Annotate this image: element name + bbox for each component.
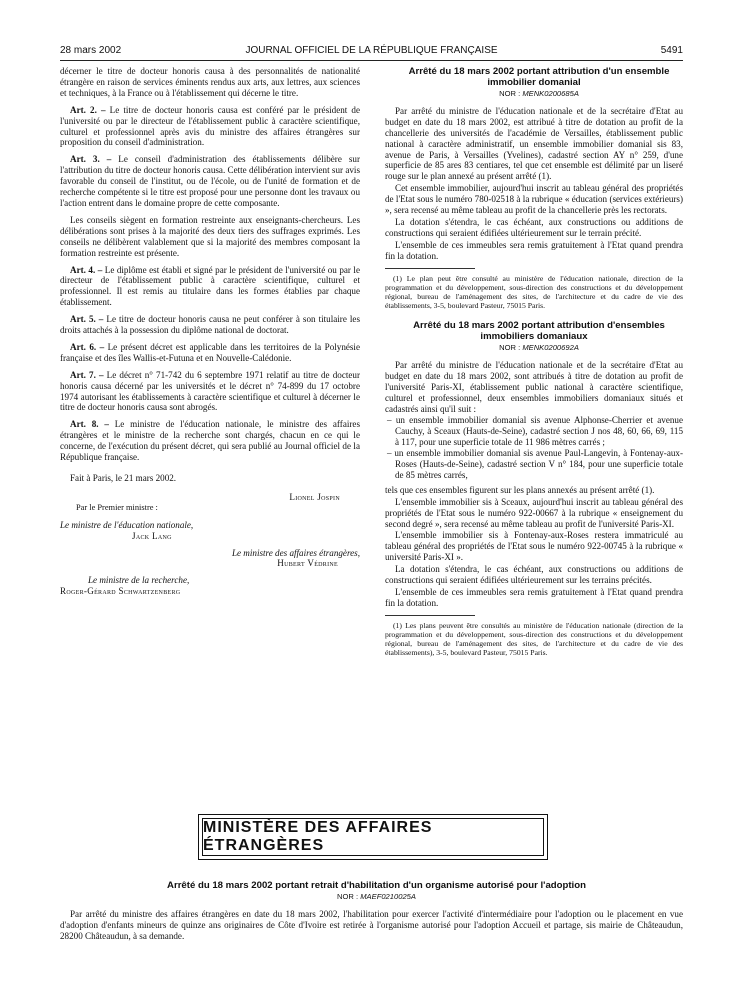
footnote-2: (1) Les plans peuvent être consultés au ministère de l'éducation nationale (direction de la programmation et du développement, sous-direction des constructions et du développement régional, bureau de l'aménagement des sites, de l'architecture et du cadre de vie des établissements), 3-5, boulevard Pasteur, 75015 Paris. [385,620,683,658]
arrete-2-list [385,415,683,480]
footnote-rule-1 [385,268,475,269]
list-item: – un ensemble immobilier domanial sis avenue Paul-Langevin, à Fontenay-aux-Roses (Hauts-de-Seine), cadastré section V n° 184, pour une superficie totale de 85 mètres carrés, [387,448,683,480]
article-3-paragraph-2: Les conseils siègent en formation restreinte aux enseignants-chercheurs. Les délibérations sont prises à la majorité des deux tiers des suffrages exprimés. Les conseils ne délibèrent valablement que si la majorité des membres composant la formation restreinte est présente. [60,214,360,258]
article-4: Art. 4. – Le diplôme est établi et signé par le président de l'université ou par le directeur de l'établissement public à caractère scientifique, culturel et professionnel. Il est remis au titulaire dans les formes établies par chaque établissement. [60,264,360,308]
footnote-rule-2 [385,615,475,616]
ministry-banner [202,818,544,856]
signature-research-name: Roger-Gérard Schwartzenberg [60,586,181,597]
left-column [60,66,360,597]
signature-research-title: Le ministre de la recherche, [88,575,190,586]
signature-foreign-affairs-title: Le ministre des affaires étrangères, [231,547,360,558]
article-5: Art. 5. – Le titre de docteur honoris causa ne peut conférer à son titulaire les droits attachés à la possession du diplôme national de doctorat. [60,314,360,336]
arrete-1-paragraph-3: La dotation s'étendra, le cas échéant, aux constructions ou additions de constructions qui seraient édifiées ultérieurement sur le terrain précité. [385,216,683,238]
page-header [60,45,683,59]
arrete-2-paragraph-1: Par arrêté du ministre de l'éducation nationale et de la secrétaire d'Etat au budget en date du 18 mars 2002, sont attribués à titre de dotation au profit de l'université Paris-XI, établissement public national à caractère scientifique, culturel et professionnel, deux ensembles immobiliers domaniaux situés et cadastrés ainsi qu'il suit : [385,359,683,414]
ministry-title: MINISTÈRE DES AFFAIRES ÉTRANGÈRES [203,819,433,854]
arrete-2-paragraph-4: L'ensemble immobilier sis à Fontenay-aux-Roses restera immatriculé au tableau général des propriétés de l'Etat sous le numéro 922-00745 à la rubrique « université Paris-XI ». [385,530,683,563]
arrete-1-paragraph-2: Cet ensemble immobilier, aujourd'hui inscrit au tableau général des propriétés de l'Etat sous le numéro 780-02518 à la rubrique « éducation (services extérieurs) », sera recensé au même tableau au profit de la chancellerie près les rectorats. [385,183,683,216]
article-8: Art. 8. – Le ministre de l'éducation nationale, le ministre des affaires étrangères et le ministre de la recherche sont chargés, chacun en ce qui le concerne, de l'exécution du présent décret, qui sera publié au Journal officiel de la République française. [60,419,360,463]
arrete-3-paragraph: Par arrêté du ministre des affaires étrangères en date du 18 mars 2002, l'habilitation pour exercer l'activité d'intermédiaire pour l'adoption ou le placement en vue d'adoption d'enfants mineurs de quinze ans originaires de Côte d'Ivoire est retirée à l'organisme autorisé pour l'adoption Accueil et partage, sis mairie de Châteaudun, 28200 Châteaudun, à sa demande. [60,908,683,941]
arrete-title-2: Arrêté du 18 mars 2002 portant attribution d'ensembles immobiliers domaniaux [413,319,665,342]
arrete-1-paragraph-4: L'ensemble de ces immeubles sera remis gratuitement à l'Etat quand prendra fin la dotation. [385,239,683,261]
header-journal-title: JOURNAL OFFICIEL DE LA RÉPUBLIQUE FRANÇAISE [245,45,498,56]
footnote-1: (1) Le plan peut être consulté au ministère de l'éducation nationale, direction de la programmation et du développement, sous-direction des constructions et du développement régional, bureau de l'aménagement des sites, de l'architecture et du cadre de vie des établissements, 3-5, boulevard Pasteur, 75015 Paris. [385,273,683,310]
signature-pm-label: Par le Premier ministre : [76,502,158,512]
header-page-number: 5491 [660,45,683,56]
arrete-title-1: Arrêté du 18 mars 2002 portant attribution d'un ensemble immobilier domanial [408,66,670,88]
nor-reference-3: NOR : MAEF0210025A [337,892,416,901]
paragraph-intro: décerner le titre de docteur honoris causa à des personnalités de nationalité étrangère en raison de services éminents rendus aux arts, aux lettres, aux sciences et techniques, à la France ou à l'établissement qui décerne le titre. [60,66,360,98]
right-column [385,66,683,667]
signature-foreign-affairs-name: Hubert Védrine [277,558,338,569]
arrete-1-paragraph-1: Par arrêté du ministre de l'éducation nationale et de la secrétaire d'Etat au budget en date du 18 mars 2002, est attribué à titre de dotation au profit de la chancellerie des universités de l'académie de Versailles, établissement public national à caractère administratif, un ensemble immobilier domanial sis 83, avenue de Paris, à Versailles (Yvelines), cadastré section AY n° 259, d'une superficie de 85 ares 83 centiares, tel que cet ensemble est délimité par un liseré rouge sur le plan annexé au présent arrêté (1). [385,105,683,182]
arrete-2-paragraph-6: L'ensemble de ces immeubles sera remis gratuitement à l'Etat quand prendra fin la dotation. [385,587,683,608]
header-rule [60,60,683,61]
signature-prime-minister: Lionel Jospin [289,491,340,502]
list-item: – un ensemble immobilier domanial sis avenue Alphonse-Cherrier et avenue Cauchy, à Sceaux (Hauts-de-Seine), cadastré section J nos 48, 60, 66, 69, 115 à 117, pour une superficie totale de 11 986 mètres carrés ; [387,415,683,448]
nor-reference-1: NOR : MENK0200685A [499,89,579,98]
arrete-2-paragraph-3: L'ensemble immobilier sis à Sceaux, aujourd'hui inscrit au tableau général des propriétés de l'Etat sous le numéro 922-00667 à la rubrique « enseignement du second degré », sera recensé au même tableau au profit de l'université Paris-XI. [385,496,683,529]
arrete-title-3: Arrêté du 18 mars 2002 portant retrait d'habilitation d'un organisme autorisé pour l'adoption [167,880,586,891]
article-6: Art. 6. – Le présent décret est applicable dans les territoires de la Polynésie française et des îles Wallis-et-Futuna et en Nouvelle-Calédonie. [60,341,360,363]
arrete-2-paragraph-2: tels que ces ensembles figurent sur les plans annexés au présent arrêté (1). [385,484,655,495]
article-3: Art. 3. – Le conseil d'administration des établissements délibère sur l'attribution du titre de docteur honoris causa. Cette délibération intervient sur avis favorable du conseil de l'institut, ou de l'école, ou de l'unité de formation et de recherche compétente si le titre est proposé pour une personne dont les travaux ou l'action entrent dans le domaine propre de cette composante. [60,154,360,208]
signature-education-title: Le ministre de l'éducation nationale, [60,519,194,530]
signature-education-name: Jack Lang [132,530,172,541]
article-2: Art. 2. – Le titre de docteur honoris causa est conféré par le président de l'université ou par le directeur de l'établissement public à caractère scientifique, culturel et professionnel après avis du ministre des affaires étrangères sur proposition du conseil d'administration. [60,104,361,148]
header-date: 28 mars 2002 [60,45,122,56]
fait-a-paris: Fait à Paris, le 21 mars 2002. [70,473,177,483]
article-7: Art. 7. – Le décret n° 71-742 du 6 septembre 1971 relatif au titre de docteur honoris causa décerné par les universités et le décret n° 74-899 du 17 octobre 1974 autorisant les établissements à caractère scientifique et culturel à décerner le titre de docteur honoris causa sont abrogés. [60,369,360,413]
nor-reference-2: NOR : MENK0200692A [499,342,579,352]
arrete-2-paragraph-5: La dotation s'étendra, le cas échéant, aux constructions ou additions de constructions qui seraient édifiées ultérieurement sur les terrains précités. [385,564,683,586]
bottom-section [60,880,683,948]
